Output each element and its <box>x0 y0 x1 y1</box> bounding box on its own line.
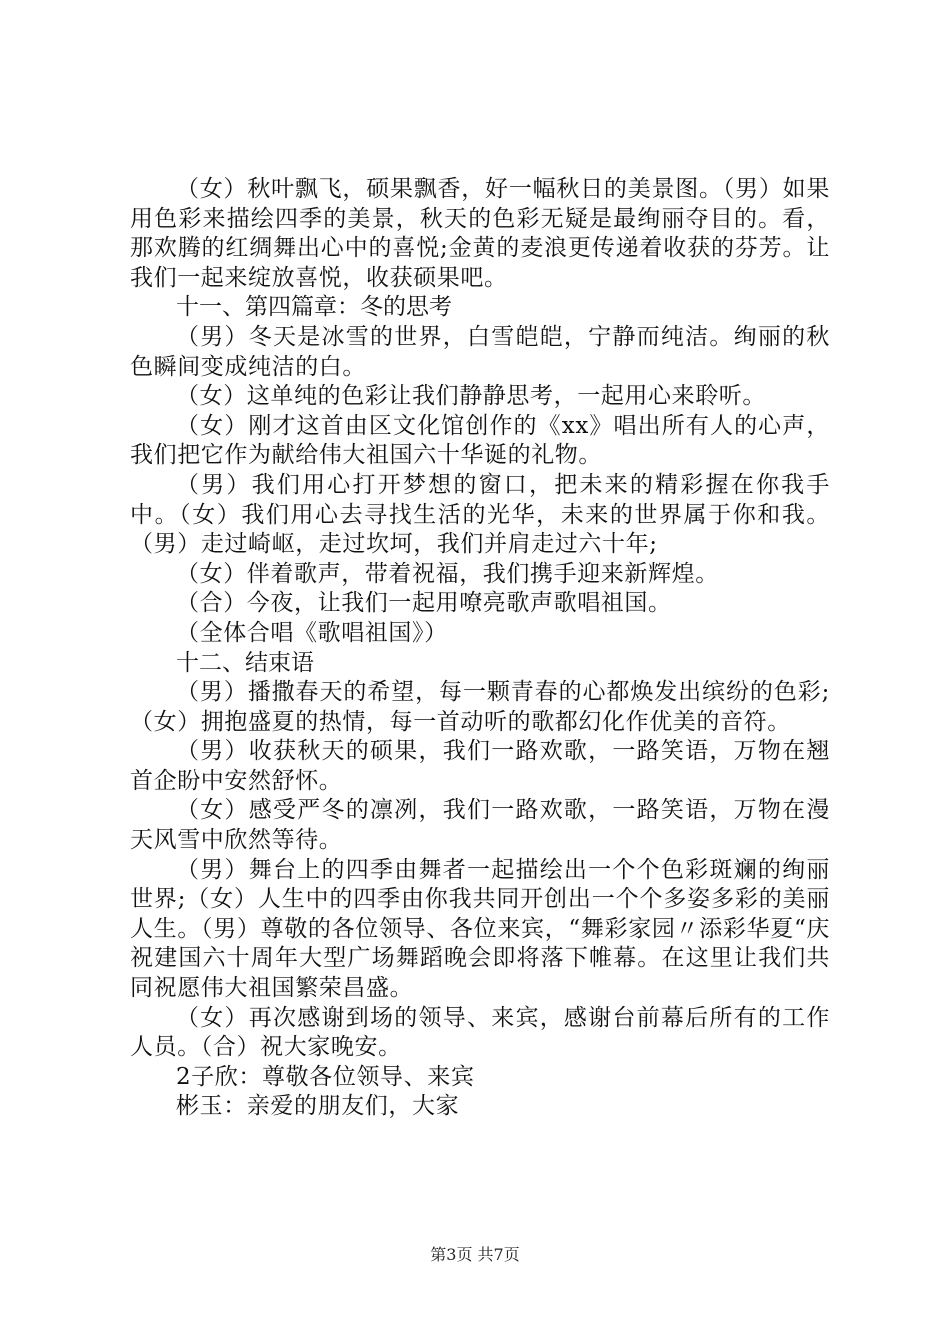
paragraph-closing-5: （女）再次感谢到场的领导、来宾，感谢台前幕后所有的工作人员。（合）祝大家晚安。 <box>130 1004 830 1061</box>
paragraph-autumn-intro: （女）秋叶飘飞，硕果飘香，好一幅秋日的美景图。（男）如果用色彩来描绘四季的美景，秋天的色彩无疑是最绚丽夺目的。看，那欢腾的红绸舞出心中的喜悦;金黄的麦浪更传递着收获的芬芳。让我们一起来绽放喜悦，收获硕果吧。 <box>130 176 830 291</box>
section-heading-winter: 十一、第四篇章：冬的思考 <box>176 294 452 321</box>
paragraph-winter-4: （男）我们用心打开梦想的窗口，把未来的精彩握在你我手中。（女）我们用心去寻找生活的光华，未来的世界属于你和我。（男）走过崎岖，走过坎坷，我们并肩走过六十年; <box>130 471 830 558</box>
paragraph-chorus: （全体合唱《歌唱祖国》） <box>176 619 448 646</box>
document-body <box>130 175 830 1122</box>
paragraph-closing-4: （男）舞台上的四季由舞者一起描绘出一个个色彩斑斓的绚丽世界;（女）人生中的四季由你我共同开创出一个个多姿多彩的美丽人生。（男）尊敬的各位领导、各位来宾，“舞彩家园〃添彩华夏“庆祝建国六十周年大型广场舞蹈晚会即将落下帷幕。在这里让我们共同祝愿伟大祖国繁荣昌盛。 <box>130 856 830 1002</box>
paragraph-winter-5: （女）伴着歌声，带着祝福，我们携手迎来新辉煌。 <box>176 560 719 587</box>
paragraph-script-2a: 2子欣：尊敬各位领导、来宾 <box>176 1063 475 1090</box>
paragraph-winter-2: （女）这单纯的色彩让我们静静思考，一起用心来聆听。 <box>176 383 766 410</box>
paragraph-closing-2: （男）收获秋天的硕果，我们一路欢歌，一路笑语，万物在翘首企盼中安然舒怀。 <box>130 738 830 794</box>
page-number-footer: 第3页 共7页 <box>430 1245 520 1264</box>
section-heading-closing: 十二、结束语 <box>176 649 314 676</box>
paragraph-closing-1: （男）播撒春天的希望，每一颗青春的心都焕发出缤纷的色彩;（女）拥抱盛夏的热情，每一首动听的歌都幻化作优美的音符。 <box>130 679 830 735</box>
paragraph-winter-3: （女）刚才这首由区文化馆创作的《xx》唱出所有人的心声，我们把它作为献给伟大祖国六十华诞的礼物。 <box>130 412 830 469</box>
paragraph-script-2b: 彬玉：亲爱的朋友们，大家 <box>176 1093 460 1120</box>
paragraph-closing-3: （女）感受严冬的凛冽，我们一路欢歌，一路笑语，万物在漫天风雪中欣然等待。 <box>130 797 830 854</box>
paragraph-winter-6: （合）今夜，让我们一起用嘹亮歌声歌唱祖国。 <box>176 590 672 617</box>
paragraph-winter-1: （男）冬天是冰雪的世界，白雪皑皑，宁静而纯洁。绚丽的秋色瞬间变成纯洁的白。 <box>130 323 830 380</box>
